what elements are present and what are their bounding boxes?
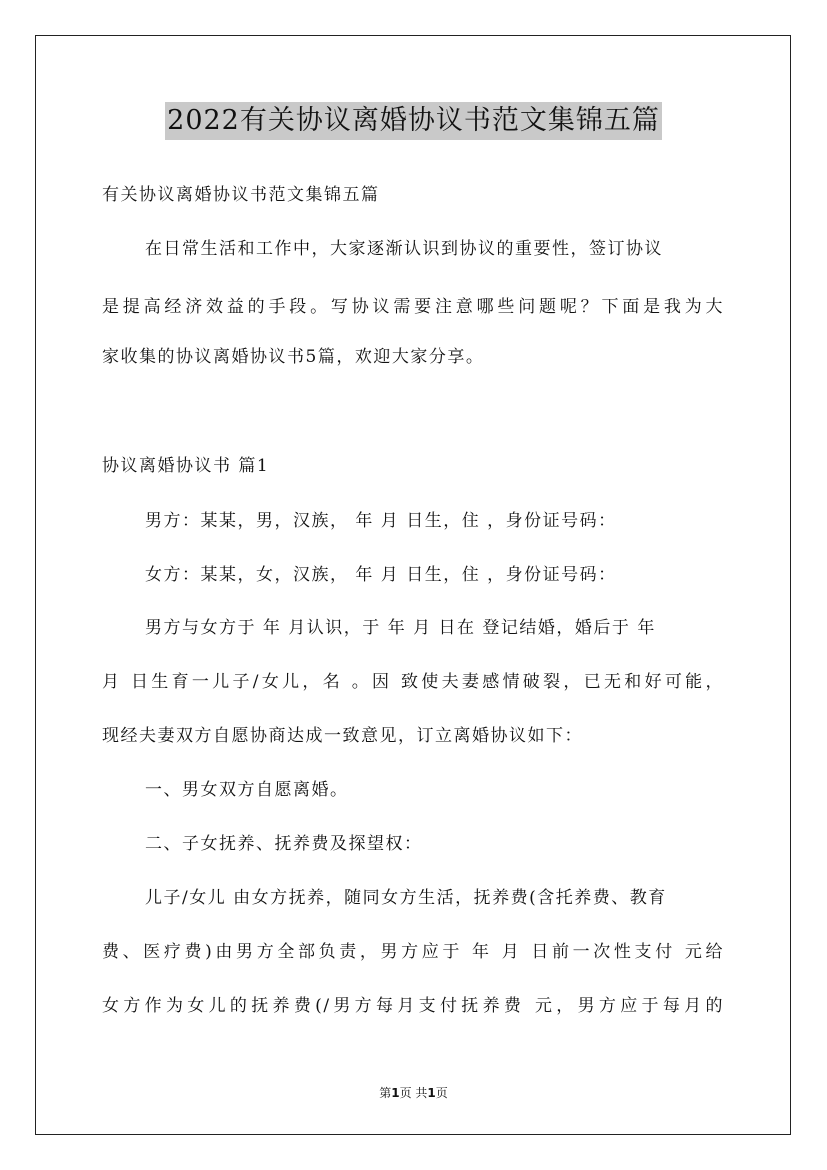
paragraph-line: 在日常生活和工作中，大家逐渐认识到协议的重要性，签订协议 bbox=[145, 239, 663, 259]
paragraph-line: 女方作为女儿的抚养费(/男方每月支付抚养费 元，男方应于每月的 bbox=[102, 996, 724, 1016]
paragraph-line: 女方：某某，女，汉族， 年 月 日生，住 ，身份证号码： bbox=[145, 565, 617, 585]
footer-prefix: 第 bbox=[379, 1086, 392, 1100]
paragraph-line: 一、男女双方自愿离婚。 bbox=[145, 780, 349, 800]
page-footer bbox=[0, 1086, 827, 1100]
document-title: 2022有关协议离婚协议书范文集锦五篇 bbox=[165, 102, 662, 140]
footer-page-total: 1 bbox=[427, 1086, 436, 1100]
footer-mid: 页 共 bbox=[399, 1086, 428, 1100]
section-heading: 协议离婚协议书 篇1 bbox=[102, 456, 270, 476]
title-container bbox=[0, 102, 827, 140]
paragraph-line: 月 日生育一儿子/女儿，名 。因 致使夫妻感情破裂，已无和好可能， bbox=[102, 672, 724, 692]
paragraph-line: 男方与女方于 年 月认识，于 年 月 日在 登记结婚，婚后于 年 bbox=[145, 618, 656, 638]
footer-page-number: 1 bbox=[391, 1086, 400, 1100]
paragraph-line: 男方：某某，男，汉族， 年 月 日生，住 ，身份证号码： bbox=[145, 511, 617, 531]
paragraph-line: 儿子/女儿 由女方抚养，随同女方生活，抚养费(含托养费、教育 bbox=[145, 888, 667, 908]
paragraph-line: 费、医疗费)由男方全部负责，男方应于 年 月 日前一次性支付 元给 bbox=[102, 942, 724, 962]
paragraph-line: 是提高经济效益的手段。写协议需要注意哪些问题呢？下面是我为大 bbox=[102, 297, 724, 317]
subtitle-line: 有关协议离婚协议书范文集锦五篇 bbox=[102, 185, 380, 205]
paragraph-line: 家收集的协议离婚协议书5篇，欢迎大家分享。 bbox=[102, 347, 485, 367]
footer-suffix: 页 bbox=[435, 1086, 448, 1100]
paragraph-line: 现经夫妻双方自愿协商达成一致意见，订立离婚协议如下： bbox=[102, 726, 583, 746]
paragraph-line: 二、子女抚养、抚养费及探望权： bbox=[145, 834, 423, 854]
